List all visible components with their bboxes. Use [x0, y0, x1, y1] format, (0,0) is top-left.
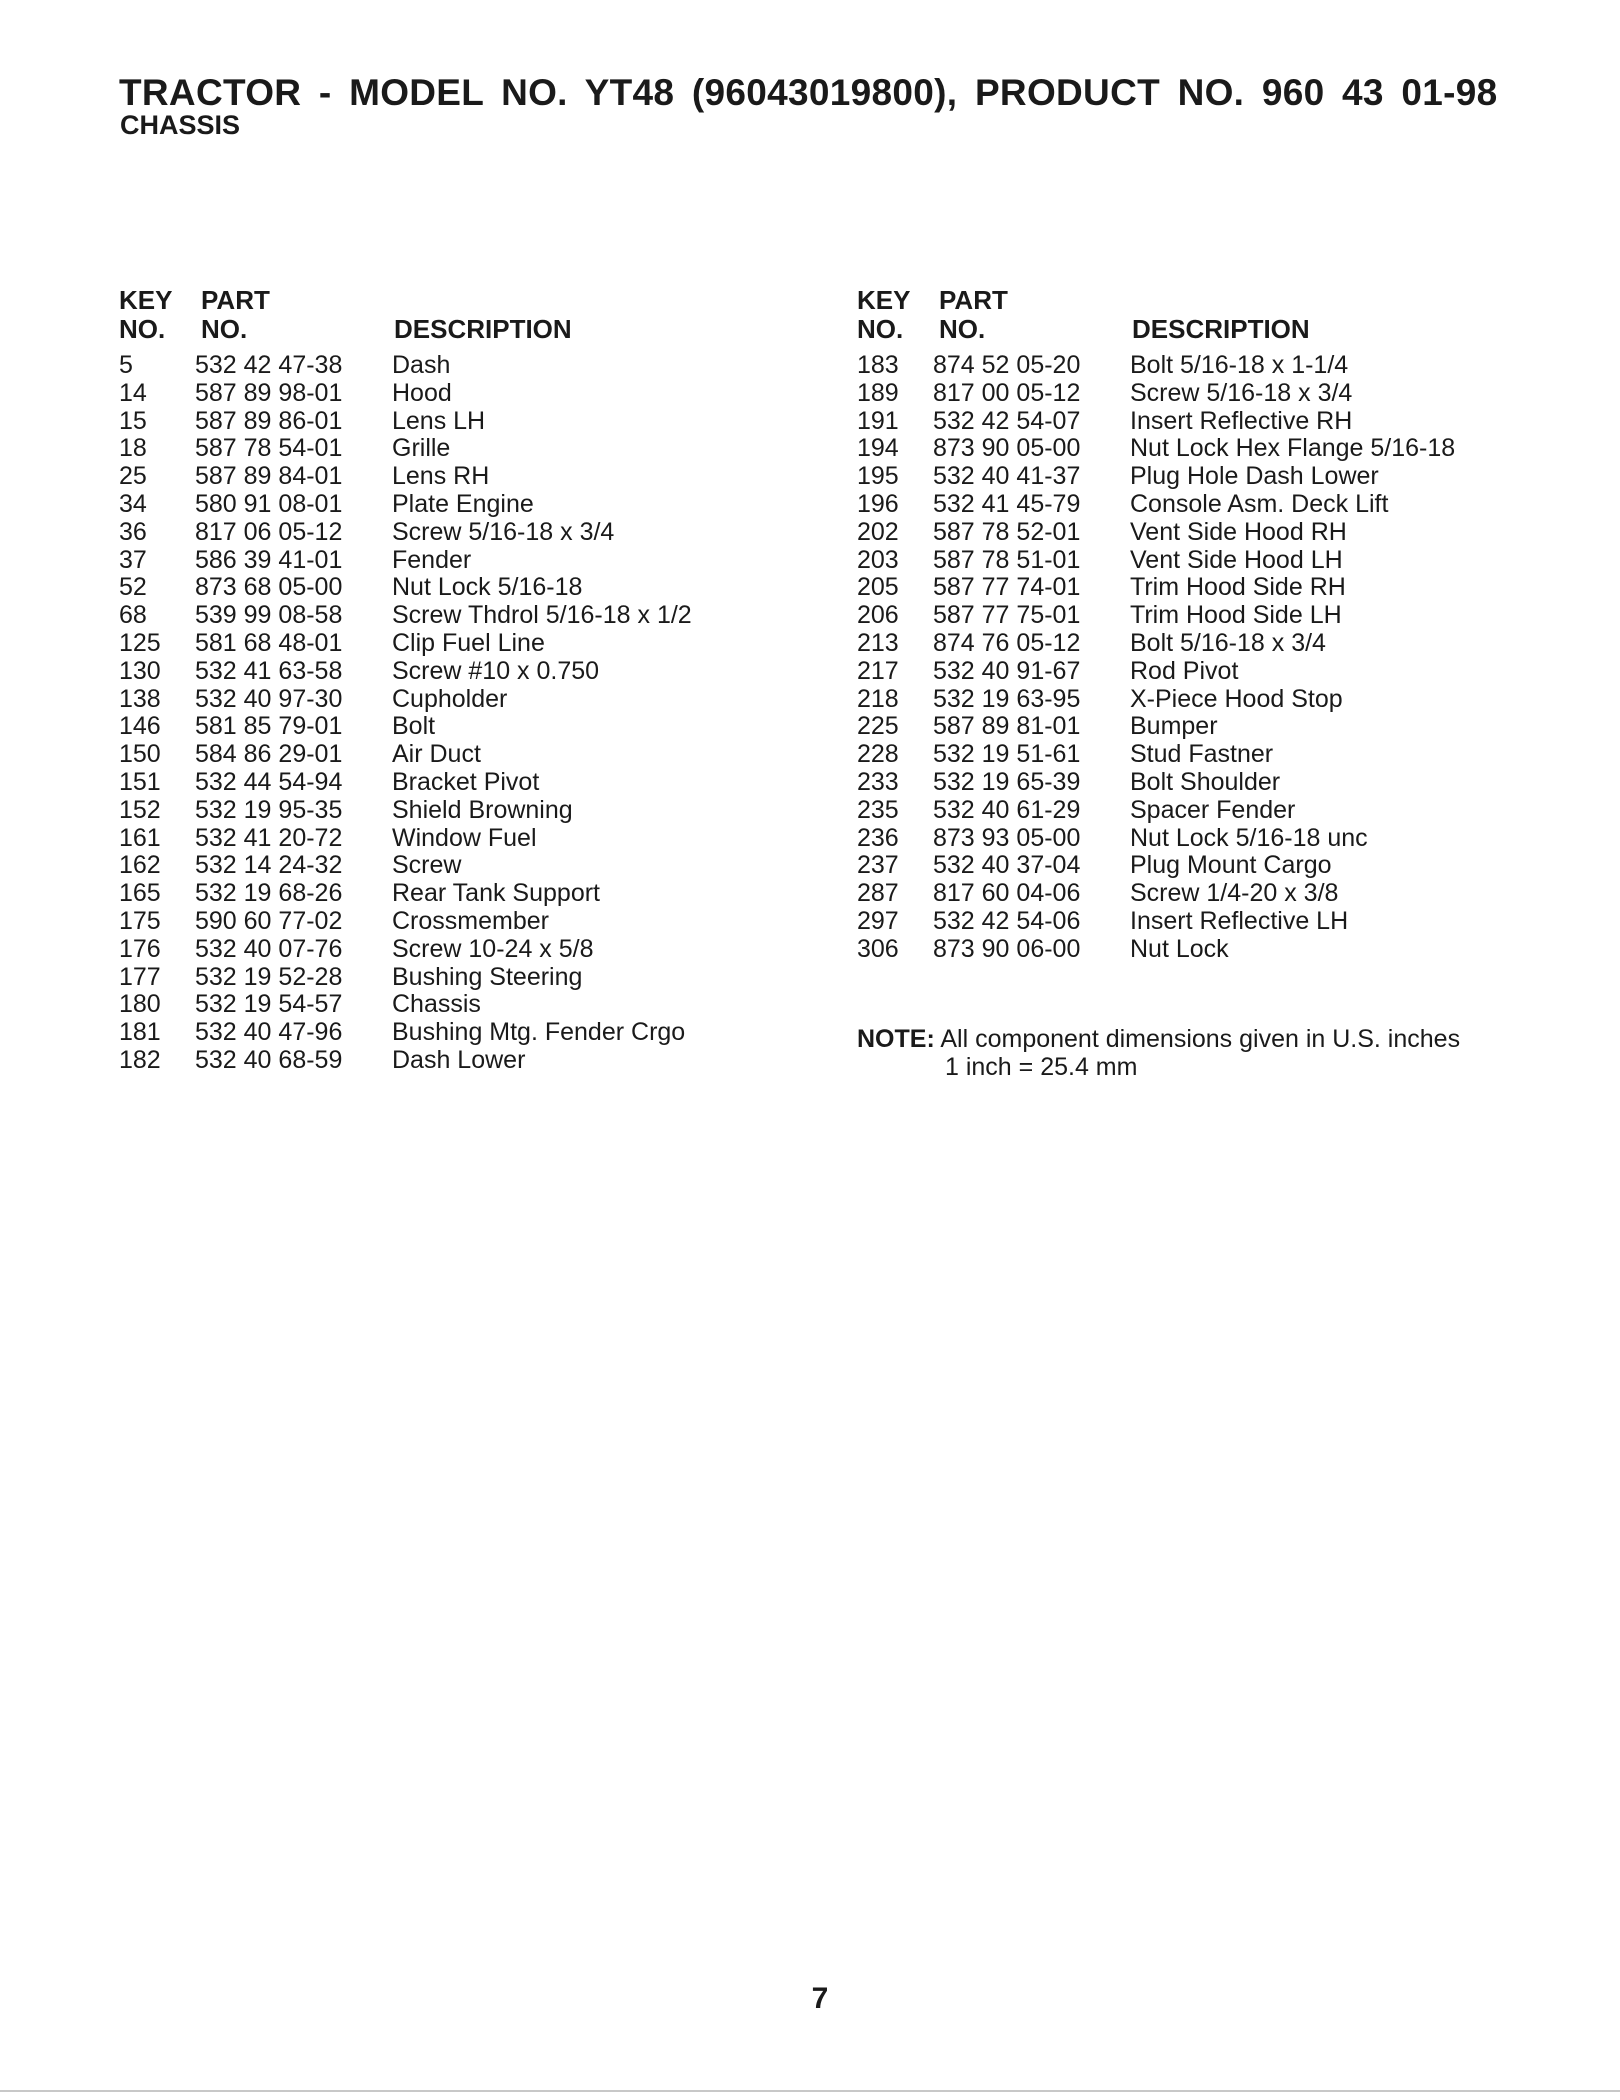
part-description: Plate Engine: [392, 489, 534, 518]
part-number: 532 19 51-61: [933, 740, 1081, 769]
part-number: 532 41 20-72: [195, 823, 343, 852]
part-description: Bumper: [1130, 712, 1218, 741]
part-number: 532 42 54-07: [933, 406, 1081, 435]
part-description: Dash: [392, 351, 451, 379]
part-number: 873 90 06-00: [933, 934, 1081, 963]
part-description: Rear Tank Support: [392, 879, 600, 908]
part-description: Bolt Shoulder: [1130, 767, 1281, 796]
key-number: 177: [119, 962, 161, 991]
part-number: 532 40 37-04: [933, 851, 1081, 880]
part-number: 587 89 98-01: [195, 378, 343, 407]
key-number: 183: [857, 351, 899, 379]
key-number: 18: [119, 434, 147, 463]
part-description: Plug Hole Dash Lower: [1130, 462, 1379, 491]
part-number: 532 14 24-32: [195, 851, 343, 880]
key-number: 161: [119, 823, 161, 852]
part-description: X-Piece Hood Stop: [1130, 684, 1343, 713]
part-description: Nut Lock Hex Flange 5/16-18: [1130, 434, 1456, 463]
key-number: 5: [119, 351, 133, 379]
key-header-line1: KEY: [857, 285, 911, 315]
key-header-line2: NO.: [857, 314, 904, 344]
part-description: Screw 5/16-18 x 3/4: [392, 517, 615, 546]
key-number: 228: [857, 740, 899, 769]
key-number: 25: [119, 462, 147, 491]
key-number: 176: [119, 934, 161, 963]
part-description: Console Asm. Deck Lift: [1130, 489, 1389, 518]
key-number: 125: [119, 628, 161, 657]
part-header-line2: NO.: [939, 314, 986, 344]
part-number: 873 90 05-00: [933, 434, 1081, 463]
part-description: Crossmember: [392, 906, 549, 935]
key-number: 233: [857, 767, 899, 796]
part-description: Nut Lock 5/16-18 unc: [1130, 823, 1368, 852]
key-number: 146: [119, 712, 161, 741]
part-description: Clip Fuel Line: [392, 628, 545, 657]
key-number: 235: [857, 795, 899, 824]
part-number: 532 40 97-30: [195, 684, 343, 713]
key-number: 217: [857, 656, 899, 685]
note-conversion: 1 inch = 25.4 mm: [945, 1053, 1138, 1081]
part-description: Vent Side Hood RH: [1130, 517, 1347, 546]
part-number: 532 19 54-57: [195, 990, 343, 1019]
part-number: 874 52 05-20: [933, 351, 1081, 379]
key-number: 182: [119, 1045, 161, 1074]
part-number: 532 40 07-76: [195, 934, 343, 963]
part-description: Shield Browning: [392, 795, 573, 824]
part-number: 586 39 41-01: [195, 545, 343, 574]
key-number: 194: [857, 434, 899, 463]
part-number: 580 91 08-01: [195, 489, 343, 518]
key-number: 15: [119, 406, 147, 435]
part-number: 532 44 54-94: [195, 767, 343, 796]
part-description: Air Duct: [392, 740, 481, 769]
key-number: 130: [119, 656, 161, 685]
key-number: 218: [857, 684, 899, 713]
key-number: 225: [857, 712, 899, 741]
key-number: 180: [119, 990, 161, 1019]
key-number: 195: [857, 462, 899, 491]
part-description: Chassis: [392, 990, 481, 1019]
part-number: 587 89 86-01: [195, 406, 343, 435]
part-description: Hood: [392, 378, 452, 407]
part-description: Fender: [392, 545, 472, 574]
part-number: 532 41 63-58: [195, 656, 343, 685]
part-number: 587 77 74-01: [933, 573, 1081, 602]
part-description: Screw #10 x 0.750: [392, 656, 600, 685]
part-number: 532 19 63-95: [933, 684, 1081, 713]
part-description: Cupholder: [392, 684, 508, 713]
key-number: 213: [857, 628, 899, 657]
bottom-divider: [0, 2090, 1620, 2092]
part-description: Screw: [392, 851, 462, 880]
part-number: 817 00 05-12: [933, 378, 1081, 407]
key-number: 14: [119, 378, 147, 407]
part-description: Screw 10-24 x 5/8: [392, 934, 594, 963]
part-number: 587 78 51-01: [933, 545, 1081, 574]
part-number: 587 78 52-01: [933, 517, 1081, 546]
part-description: Lens RH: [392, 462, 490, 491]
part-number: 874 76 05-12: [933, 628, 1081, 657]
part-description: Window Fuel: [392, 823, 537, 852]
part-description: Trim Hood Side RH: [1130, 573, 1346, 602]
section-title: CHASSIS: [120, 110, 241, 140]
key-number: 203: [857, 545, 899, 574]
part-description: Insert Reflective LH: [1130, 906, 1349, 935]
part-description: Nut Lock 5/16-18: [392, 573, 583, 602]
part-description: Plug Mount Cargo: [1130, 851, 1332, 880]
note-label: NOTE:: [857, 1025, 935, 1053]
key-number: 287: [857, 879, 899, 908]
part-number: 532 41 45-79: [933, 489, 1081, 518]
part-description: Nut Lock: [1130, 934, 1229, 963]
key-number: 196: [857, 489, 899, 518]
part-number: 587 78 54-01: [195, 434, 343, 463]
part-number: 817 60 04-06: [933, 879, 1081, 908]
key-number: 138: [119, 684, 161, 713]
part-number: 532 40 68-59: [195, 1045, 343, 1074]
page-title: TRACTOR - MODEL NO. YT48 (96043019800), PRODUCT NO. 960 43 01-98: [119, 72, 1498, 113]
part-header-line1: PART: [939, 285, 1008, 315]
part-description: Spacer Fender: [1130, 795, 1296, 824]
part-number: 587 77 75-01: [933, 601, 1081, 630]
key-number: 181: [119, 1018, 161, 1047]
part-number: 873 68 05-00: [195, 573, 343, 602]
key-number: 162: [119, 851, 161, 880]
part-number: 532 40 41-37: [933, 462, 1081, 491]
part-number: 873 93 05-00: [933, 823, 1081, 852]
part-description: Bolt 5/16-18 x 3/4: [1130, 628, 1326, 657]
key-number: 52: [119, 573, 147, 602]
part-description: Rod Pivot: [1130, 656, 1239, 685]
key-number: 202: [857, 517, 899, 546]
part-description: Vent Side Hood LH: [1130, 545, 1343, 574]
part-description: Bushing Mtg. Fender Crgo: [392, 1018, 686, 1047]
key-number: 150: [119, 740, 161, 769]
part-description: Bracket Pivot: [392, 767, 540, 796]
part-header-line2: NO.: [201, 314, 248, 344]
part-description: Screw 1/4-20 x 3/8: [1130, 879, 1339, 908]
part-description: Dash Lower: [392, 1045, 526, 1074]
dimensions-note: [857, 1025, 1460, 1081]
key-number: 236: [857, 823, 899, 852]
note-text: All component dimensions given in U.S. inches: [940, 1025, 1461, 1053]
description-header: DESCRIPTION: [1132, 314, 1310, 344]
key-number: 175: [119, 906, 161, 935]
part-number: 532 19 95-35: [195, 795, 343, 824]
key-number: 36: [119, 517, 147, 546]
part-number: 587 89 81-01: [933, 712, 1081, 741]
part-description: Insert Reflective RH: [1130, 406, 1353, 435]
key-header-line1: KEY: [119, 285, 173, 315]
key-number: 152: [119, 795, 161, 824]
part-number: 532 19 68-26: [195, 879, 343, 908]
key-number: 165: [119, 879, 161, 908]
part-number: 590 60 77-02: [195, 906, 343, 935]
key-number: 191: [857, 406, 899, 435]
part-description: Screw Thdrol 5/16-18 x 1/2: [392, 601, 692, 630]
part-description: Grille: [392, 434, 451, 463]
part-number: 539 99 08-58: [195, 601, 343, 630]
key-number: 206: [857, 601, 899, 630]
part-number: 532 40 91-67: [933, 656, 1081, 685]
description-header: DESCRIPTION: [394, 314, 572, 344]
key-number: 237: [857, 851, 899, 880]
part-number: 584 86 29-01: [195, 740, 343, 769]
part-number: 817 06 05-12: [195, 517, 343, 546]
key-number: 151: [119, 767, 161, 796]
part-number: 532 19 52-28: [195, 962, 343, 991]
part-description: Stud Fastner: [1130, 740, 1274, 769]
part-header-line1: PART: [201, 285, 270, 315]
part-number: 587 89 84-01: [195, 462, 343, 491]
part-number: 532 40 61-29: [933, 795, 1081, 824]
part-number: 532 42 54-06: [933, 906, 1081, 935]
key-number: 205: [857, 573, 899, 602]
part-description: Bushing Steering: [392, 962, 583, 991]
key-header-line2: NO.: [119, 314, 166, 344]
part-description: Bolt 5/16-18 x 1-1/4: [1130, 351, 1349, 379]
part-number: 532 42 47-38: [195, 351, 343, 379]
page-number: 7: [811, 1982, 829, 2015]
part-number: 581 85 79-01: [195, 712, 343, 741]
part-description: Trim Hood Side LH: [1130, 601, 1342, 630]
key-number: 68: [119, 601, 147, 630]
key-number: 306: [857, 934, 899, 963]
key-number: 297: [857, 906, 899, 935]
part-number: 532 19 65-39: [933, 767, 1081, 796]
key-number: 189: [857, 378, 899, 407]
part-description: Screw 5/16-18 x 3/4: [1130, 378, 1353, 407]
part-number: 581 68 48-01: [195, 628, 343, 657]
key-number: 37: [119, 545, 147, 574]
part-description: Bolt: [392, 712, 436, 741]
part-number: 532 40 47-96: [195, 1018, 343, 1047]
key-number: 34: [119, 489, 147, 518]
part-description: Lens LH: [392, 406, 486, 435]
